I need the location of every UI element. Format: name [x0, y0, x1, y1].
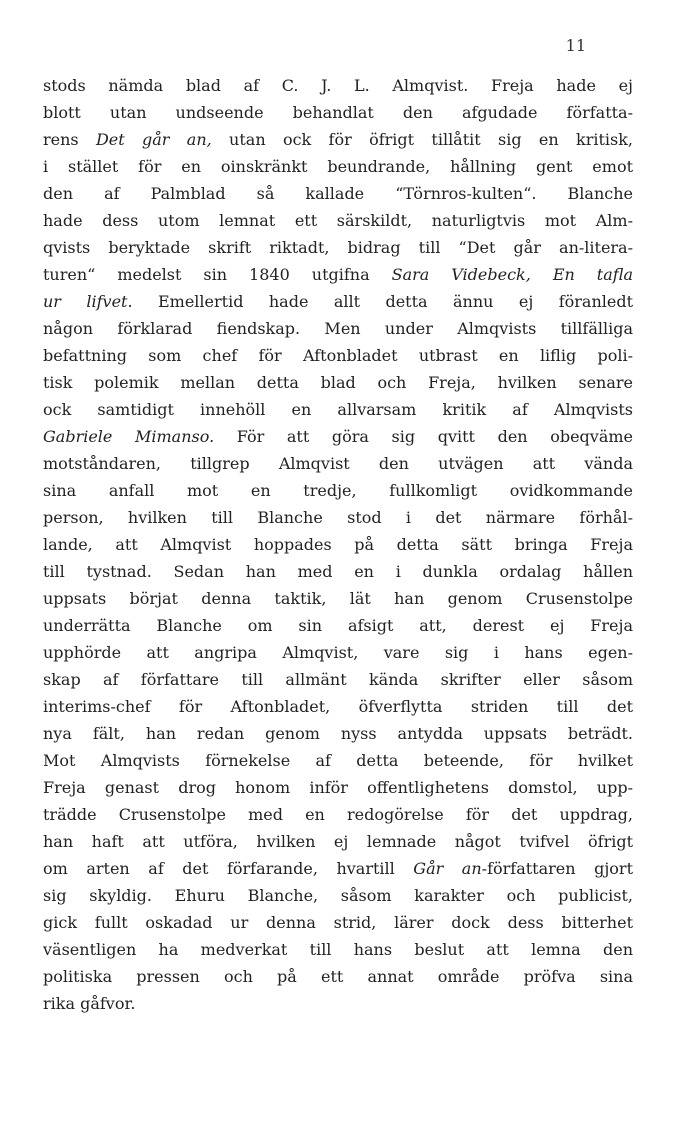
text-run: skap af författare till allmänt kända skrifter eller såsom [43, 670, 633, 689]
text-run: tisk polemik mellan detta blad och Freja, hvilken senare [43, 373, 633, 392]
text-line [43, 234, 633, 261]
text-line [43, 396, 633, 423]
italic-title-text: Sara Videbeck, En tafla [391, 265, 633, 284]
text-line [43, 882, 633, 909]
text-line [43, 774, 633, 801]
text-line [43, 612, 633, 639]
text-line [43, 747, 633, 774]
text-run: hade dess utom lemnat ett särskildt, naturligtvis mot Alm- [43, 211, 633, 230]
text-line [43, 288, 633, 315]
text-line [43, 72, 633, 99]
text-run: Freja genast drog honom inför offentlighetens domstol, upp- [43, 778, 633, 797]
text-run: utan ock för öfrigt tillåtit sig en kritisk, [211, 130, 633, 149]
page-number: 11 [565, 36, 586, 55]
text-run: -författaren gjort [481, 859, 633, 878]
italic-title-text: ur lifvet. [43, 292, 133, 311]
text-line [43, 342, 633, 369]
text-line [43, 126, 633, 153]
text-run: den af Palmblad så kallade “Törnros-kulten“. Blanche [43, 184, 633, 203]
text-run: till tystnad. Sedan han med en i dunkla ordalag hållen [43, 562, 633, 581]
text-run: För att göra sig qvitt den obeqväme [214, 427, 633, 446]
text-line [43, 315, 633, 342]
text-line [43, 261, 633, 288]
text-run: Mot Almqvists förnekelse af detta beteende, för hvilket [43, 751, 633, 770]
text-run: blott utan undseende behandlat den afgudade författa- [43, 103, 633, 122]
text-run: person, hvilken till Blanche stod i det närmare förhål- [43, 508, 633, 527]
text-line [43, 369, 633, 396]
text-line [43, 207, 633, 234]
text-line [43, 558, 633, 585]
text-line [43, 450, 633, 477]
text-run: gick fullt oskadad ur denna strid, lärer dock dess bitterhet [43, 913, 633, 932]
text-run: Emellertid hade allt detta ännu ej föranledt [132, 292, 633, 311]
text-run: stods nämda blad af C. J. L. Almqvist. Freja hade ej [43, 76, 633, 95]
text-run: sig skyldig. Ehuru Blanche, såsom karakter och publicist, [43, 886, 633, 905]
text-run: motståndaren, tillgrep Almqvist den utvägen att vända [43, 454, 633, 473]
text-line [43, 855, 633, 882]
text-line [43, 936, 633, 963]
italic-title-text: Det går an, [95, 130, 212, 149]
text-run: trädde Crusenstolpe med en redogörelse för det uppdrag, [43, 805, 633, 824]
text-run: i stället för en oinskränkt beundrande, hållning gent emot [43, 157, 633, 176]
body-text [43, 72, 633, 1017]
text-line [43, 477, 633, 504]
text-run: turen“ medelst sin 1840 utgifna [43, 265, 392, 284]
text-run: upphörde att angripa Almqvist, vare sig i hans egen- [43, 643, 633, 662]
text-run: interims-chef för Aftonbladet, öfverflytta striden till det [43, 697, 633, 716]
text-run: sina anfall mot en tredje, fullkomligt ovidkommande [43, 481, 633, 500]
text-run: om arten af det förfarande, hvartill [43, 859, 414, 878]
text-line [43, 828, 633, 855]
text-run: befattning som chef för Aftonbladet utbrast en liflig poli- [43, 346, 633, 365]
text-run: någon förklarad fiendskap. Men under Almqvists tillfälliga [43, 319, 633, 338]
text-run: uppsats börjat denna taktik, lät han genom Crusenstolpe [43, 589, 633, 608]
text-line [43, 909, 633, 936]
text-line [43, 504, 633, 531]
text-run: han haft att utföra, hvilken ej lemnade något tvifvel öfrigt [43, 832, 633, 851]
text-run: rika gåfvor. [43, 994, 136, 1013]
italic-title-text: Går an [413, 859, 482, 878]
text-line [43, 99, 633, 126]
text-line [43, 153, 633, 180]
text-line [43, 180, 633, 207]
text-run: rens [43, 130, 96, 149]
text-run: ock samtidigt innehöll en allvarsam kritik af Almqvists [43, 400, 633, 419]
italic-title-text: Gabriele Mimanso. [43, 427, 215, 446]
text-run: qvists beryktade skrift riktadt, bidrag till “Det går an-litera- [43, 238, 633, 257]
text-line [43, 801, 633, 828]
text-line [43, 531, 633, 558]
text-run: politiska pressen och på ett annat område pröfva sina [43, 967, 633, 986]
text-line [43, 990, 633, 1017]
text-line [43, 639, 633, 666]
text-line [43, 423, 633, 450]
text-line [43, 963, 633, 990]
text-line [43, 585, 633, 612]
text-run: väsentligen ha medverkat till hans beslut att lemna den [43, 940, 633, 959]
text-run: lande, att Almqvist hoppades på detta sätt bringa Freja [43, 535, 633, 554]
text-run: underrätta Blanche om sin afsigt att, derest ej Freja [43, 616, 633, 635]
text-line [43, 720, 633, 747]
text-run: nya fält, han redan genom nyss antydda uppsats beträdt. [43, 724, 633, 743]
text-line [43, 693, 633, 720]
text-line [43, 666, 633, 693]
